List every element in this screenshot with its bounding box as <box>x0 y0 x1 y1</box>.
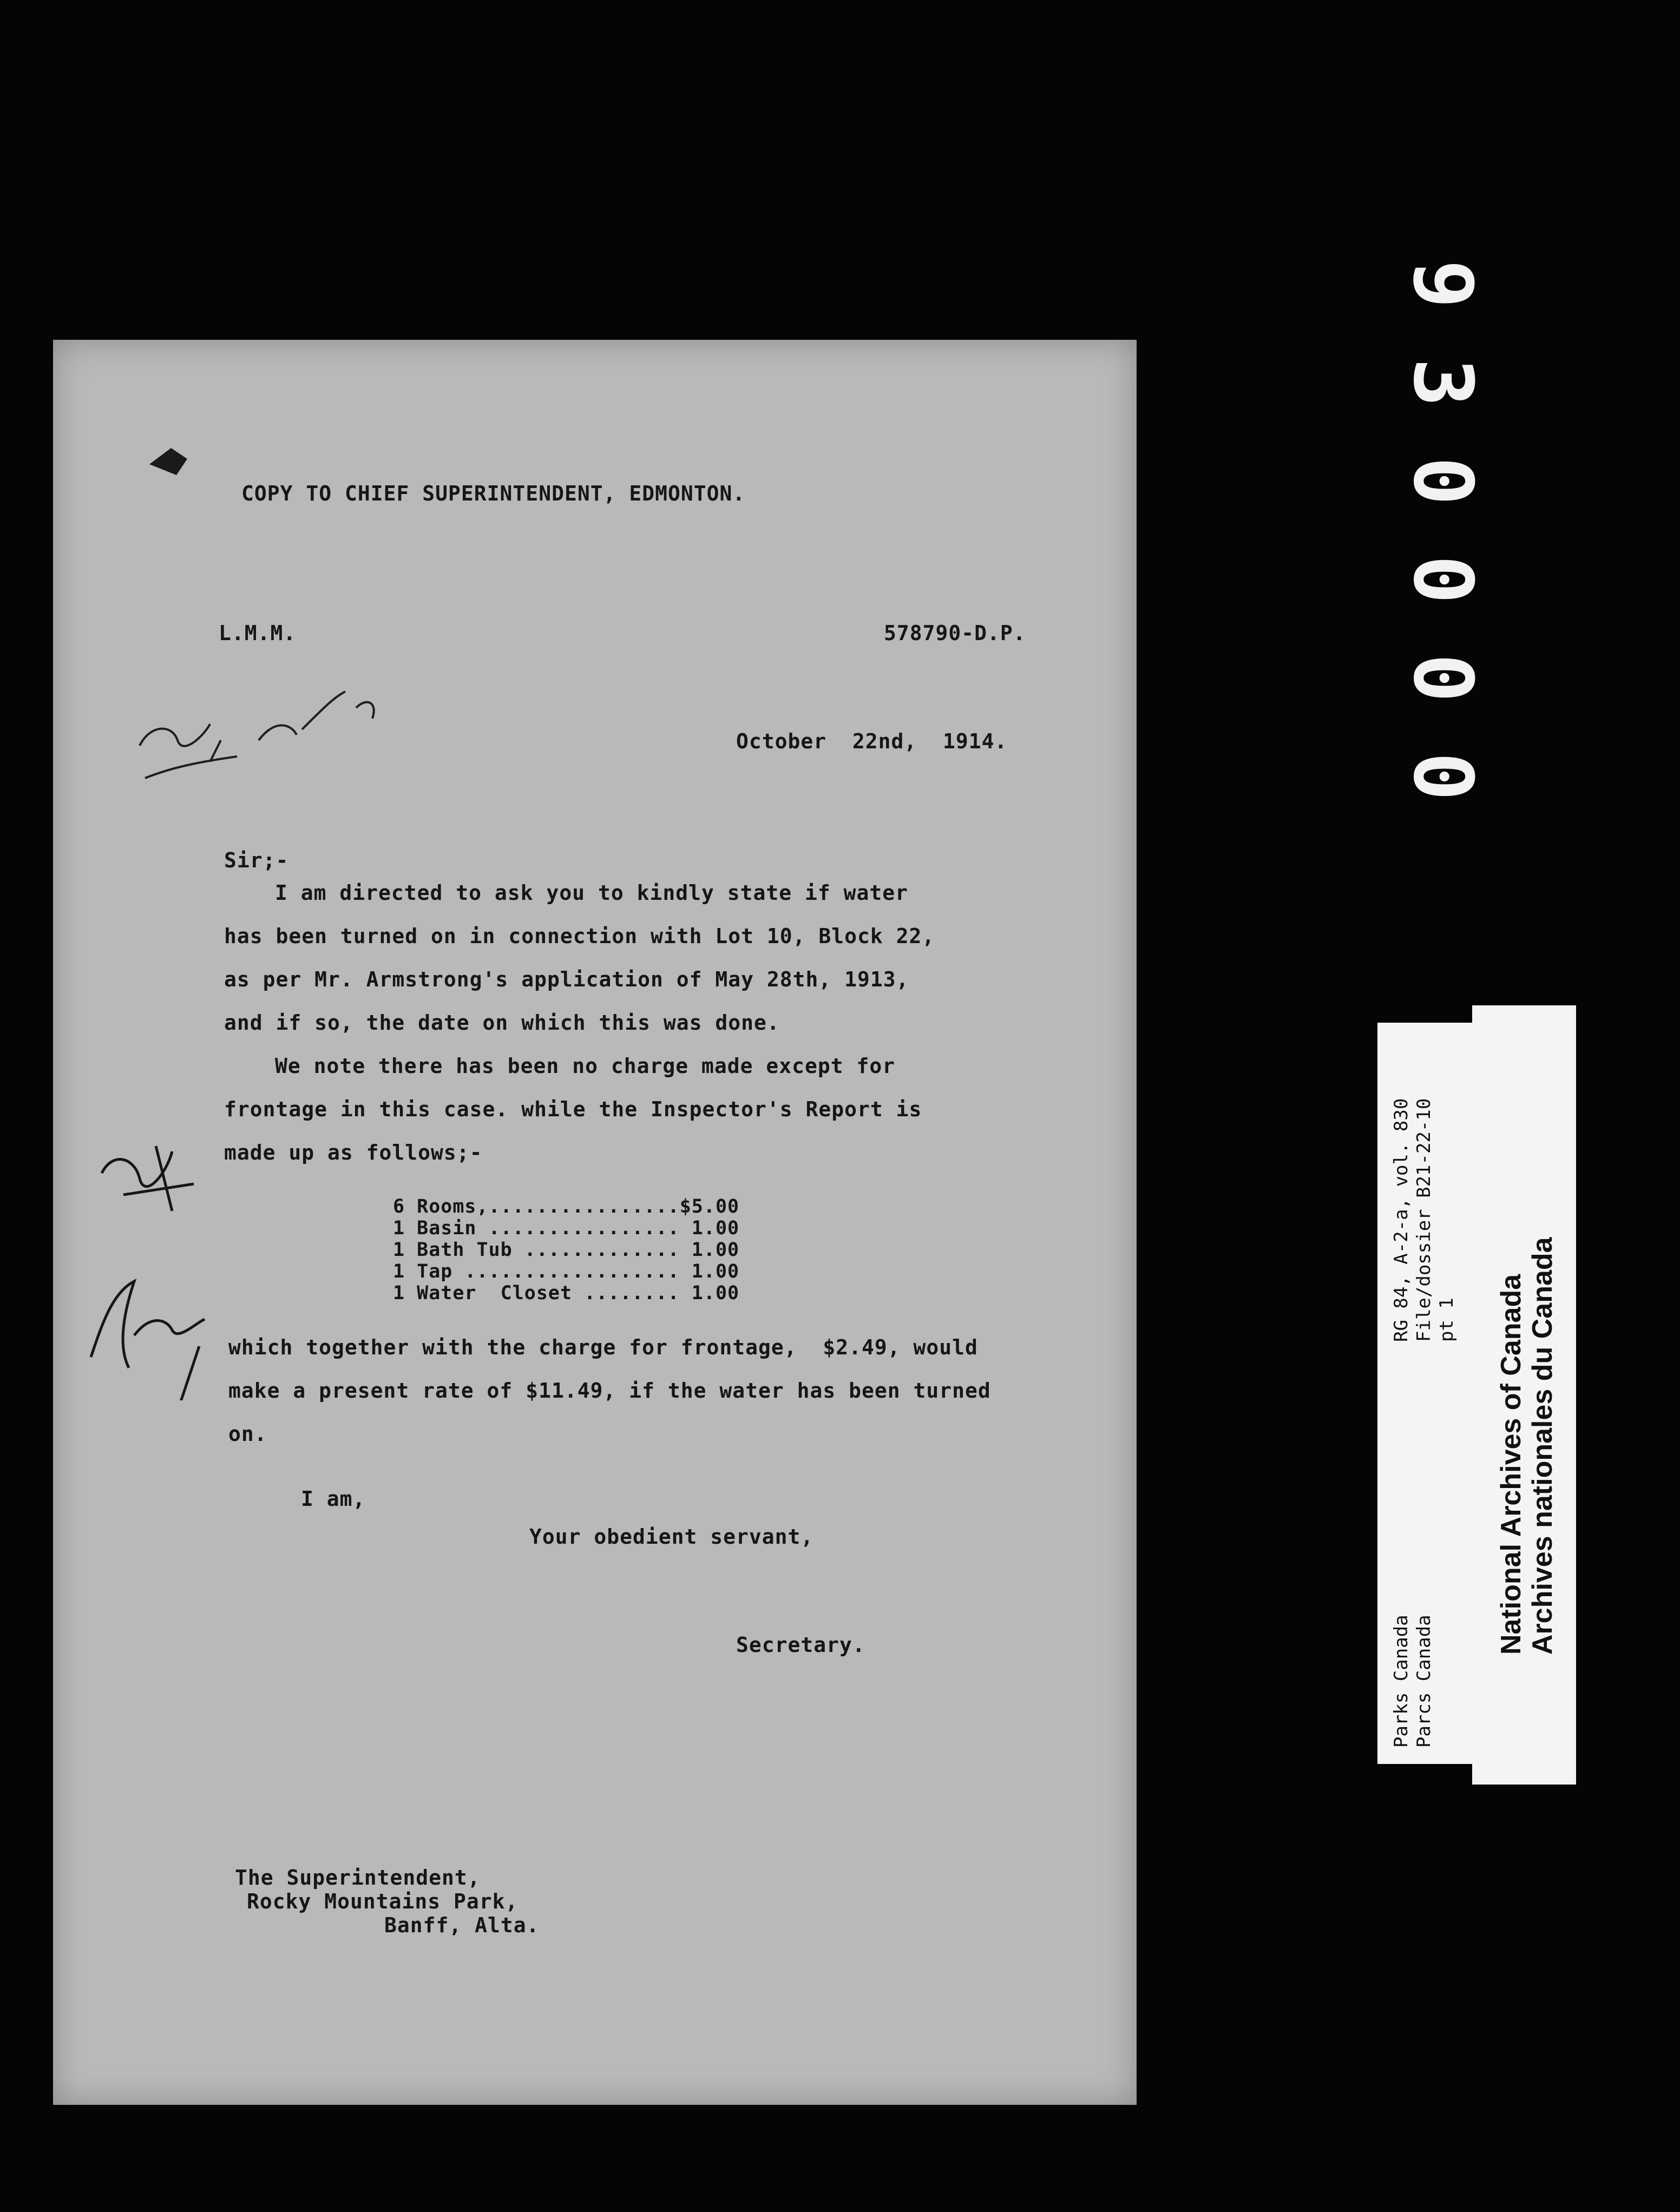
body-line: frontage in this case. while the Inspector's Report is <box>224 1097 922 1121</box>
agency-en: Parks Canada <box>1390 1615 1412 1748</box>
archive-ref-line1: RG 84, A-2-a, vol. 830 <box>1390 1098 1412 1342</box>
agency-fr: Parcs Canada <box>1413 1615 1435 1748</box>
report-item: 1 Basin ................ 1.00 <box>393 1217 740 1239</box>
national-archives-label <box>1472 1005 1576 1785</box>
body-line: made up as follows;- <box>224 1141 483 1164</box>
archives-name-fr: Archives nationales du Canada <box>1527 1237 1558 1655</box>
archive-ref-line2: File/dossier B21-22-10 <box>1413 1098 1435 1342</box>
body-line: has been turned on in connection with Lot 10, Block 22, <box>224 924 935 948</box>
report-item: 1 Water Closet ........ 1.00 <box>393 1282 740 1304</box>
body-line: I am directed to ask you to kindly state if water <box>275 881 909 905</box>
signature-title: Secretary. <box>736 1633 865 1657</box>
frame-digit: 9 <box>1395 259 1489 309</box>
handwritten-annotation-top <box>129 675 432 816</box>
archives-name-en: National Archives of Canada <box>1495 1274 1527 1655</box>
i-am: I am, <box>301 1487 366 1511</box>
report-item: 6 Rooms,................$5.00 <box>393 1196 740 1217</box>
initials: L.M.M. <box>219 621 297 645</box>
closing-line: which together with the charge for frontage, $2.49, would <box>228 1335 978 1359</box>
handwritten-mark-left-2 <box>64 1260 237 1400</box>
frame-digit: 0 <box>1395 653 1489 703</box>
body-line: and if so, the date on which this was done. <box>224 1011 780 1035</box>
closing-line: make a present rate of $11.49, if the water has been turned <box>228 1379 991 1403</box>
letter-date: October 22nd, 1914. <box>736 729 1008 753</box>
frame-digit: 0 <box>1395 555 1489 604</box>
report-item: 1 Bath Tub ............. 1.00 <box>393 1239 740 1261</box>
addressee-line: The Superintendent, <box>235 1866 481 1890</box>
copy-note: COPY TO CHIEF SUPERINTENDENT, EDMONTON. <box>241 482 746 505</box>
frame-digit: 0 <box>1395 752 1489 801</box>
letter-page <box>53 340 1137 2105</box>
report-item: 1 Tap .................. 1.00 <box>393 1261 740 1282</box>
salutation: Sir;- <box>224 848 289 872</box>
archive-ref-line3: pt 1 <box>1436 1298 1458 1342</box>
addressee-line: Rocky Mountains Park, <box>247 1890 519 1913</box>
frame-digit: 3 <box>1395 358 1489 407</box>
body-line: as per Mr. Armstrong's application of May 28th, 1913, <box>224 967 909 991</box>
corner-stamp-mark <box>144 443 198 486</box>
file-reference: 578790-D.P. <box>884 621 1026 645</box>
archive-reference-label <box>1377 1023 1472 1764</box>
addressee-line: Banff, Alta. <box>384 1913 540 1937</box>
frame-digit: 0 <box>1395 456 1489 506</box>
body-line: We note there has been no charge made except for <box>275 1054 896 1078</box>
closing-line: on. <box>228 1422 267 1446</box>
handwritten-mark-left-1 <box>91 1130 210 1227</box>
obedient-servant: Your obedient servant, <box>529 1525 814 1549</box>
frame-number <box>1395 243 1489 817</box>
